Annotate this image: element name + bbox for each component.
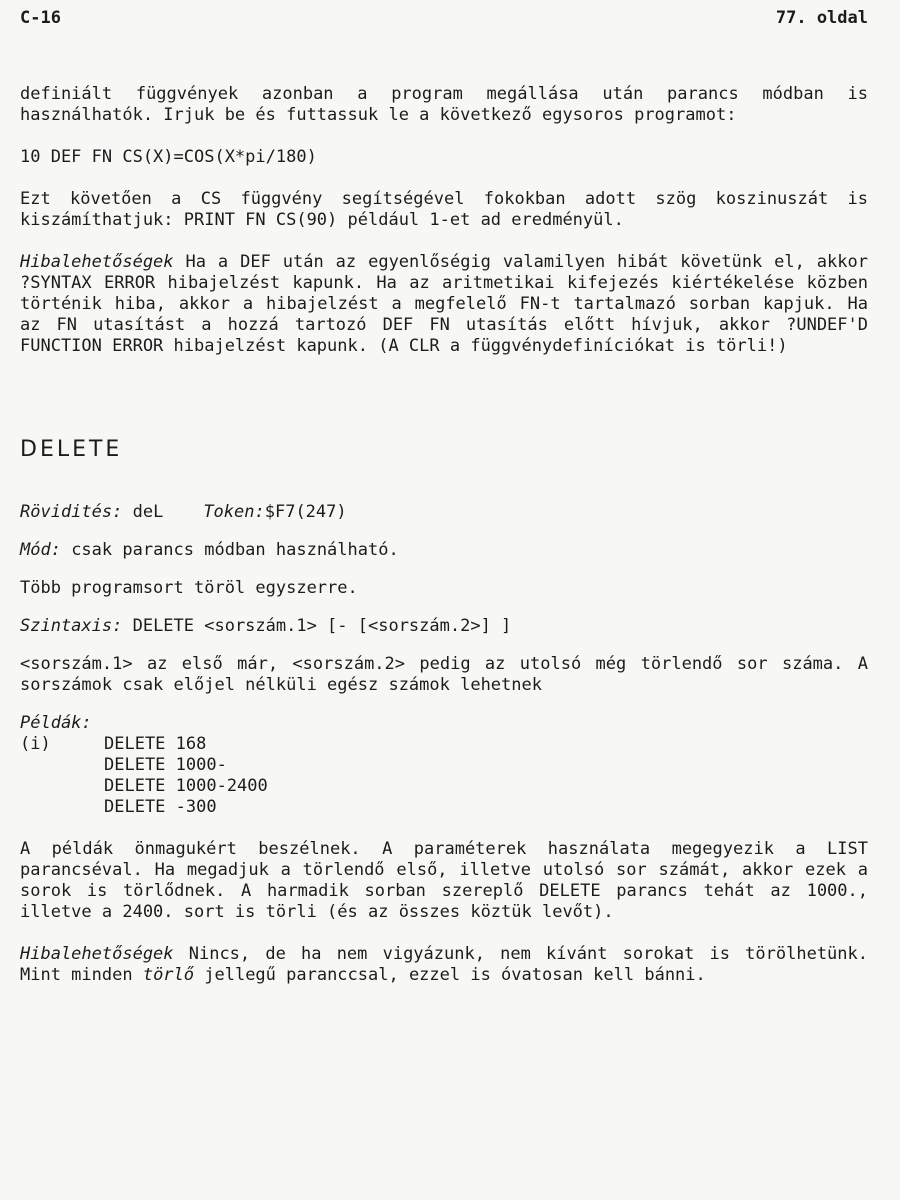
delete-errors-italic: törlő	[142, 965, 195, 985]
explanation-paragraph: A példák önmagukért beszélnek. A paraméterek használata megegyezik a LIST parancséval. Ha megadjuk a törlendő első, illetve utolsó sor számát, akkor ezek a sorok is törlődnek. A harmadik sorban szereplő DELETE parancs tehát az 1000., illetve a 2400. sort is törli (és az összes köztük levőt).	[20, 839, 868, 922]
examples-label: Példák:	[20, 713, 92, 733]
page-number: 77. oldal	[775, 8, 868, 28]
delete-errors-label: Hibalehetőségek	[20, 944, 174, 964]
examples-block	[20, 734, 868, 818]
mode-value: csak parancs módban használható.	[60, 540, 399, 560]
parameters-paragraph: <sorszám.1> az első már, <sorszám.2> pedig az utolsó még törlendő sor száma. A sorszámok csak előjel nélküli egész számok lehetnek	[20, 654, 868, 695]
syntax-value: DELETE <sorszám.1> [- [<sorszám.2>] ]	[122, 616, 512, 636]
token-value: $F7(247)	[264, 502, 347, 522]
abbr-value: deL	[122, 502, 164, 522]
intro-paragraph: definiált függvények azonban a program megállása után parancs módban is használhatók. Irjuk be és futtassuk le a következő egysoros programot:	[20, 84, 868, 125]
page-header	[20, 8, 868, 32]
errors-text: Ha a DEF után az egyenlőségig valamilyen hibát követünk el, akkor ?SYNTAX ERROR hibajelzést kapunk. Ha az aritmetikai kifejezés kiértékelése közben történik hiba, akkor a hibajelzést a megfelelő FN-t tartalmazó sorban kapjuk. Ha az FN utasítást a hozzá tartozó DEF FN utasítás előtt hívjuk, akkor ?UNDEF'D FUNCTION ERROR hibajelzést kapunk. (A CLR a függvénydefiníciókat is törli!)	[20, 252, 868, 356]
token-label: Token:	[203, 502, 265, 522]
example-item: DELETE 1000-	[104, 755, 227, 775]
section-code: C-16	[20, 8, 61, 28]
example-item: DELETE 168	[104, 734, 207, 754]
cs-paragraph: Ezt követően a CS függvény segítségével fokokban adott szög koszinuszát is kiszámíthatjuk: PRINT FN CS(90) például 1-et ad eredményül.	[20, 189, 868, 230]
example-index: (i)	[20, 734, 51, 754]
delete-errors-paragraph	[20, 944, 868, 986]
errors-label: Hibalehetőségek	[20, 252, 174, 272]
delete-errors-post: jellegű paranccsal, ezzel is óvatosan kell bánni.	[194, 965, 706, 985]
page	[20, 8, 868, 986]
description: Több programsort töröl egyszerre.	[20, 578, 358, 598]
examples-list	[104, 734, 268, 818]
delete-errors-pre: Nincs, de ha nem vigyázunk, nem kívánt sorokat is törölhetünk. Mint minden	[20, 944, 868, 985]
syntax-line	[20, 616, 868, 637]
code-line: 10 DEF FN CS(X)=COS(X*pi/180)	[20, 147, 317, 167]
errors-paragraph	[20, 252, 868, 357]
mode-line	[20, 540, 868, 561]
abbreviation-line	[20, 502, 868, 523]
section-title: DELETE	[20, 437, 123, 462]
abbr-label: Rövidités:	[20, 502, 123, 522]
syntax-label: Szintaxis:	[20, 616, 123, 636]
mode-label: Mód:	[20, 540, 61, 560]
example-item: DELETE 1000-2400	[104, 776, 268, 796]
example-item: DELETE -300	[104, 797, 217, 817]
